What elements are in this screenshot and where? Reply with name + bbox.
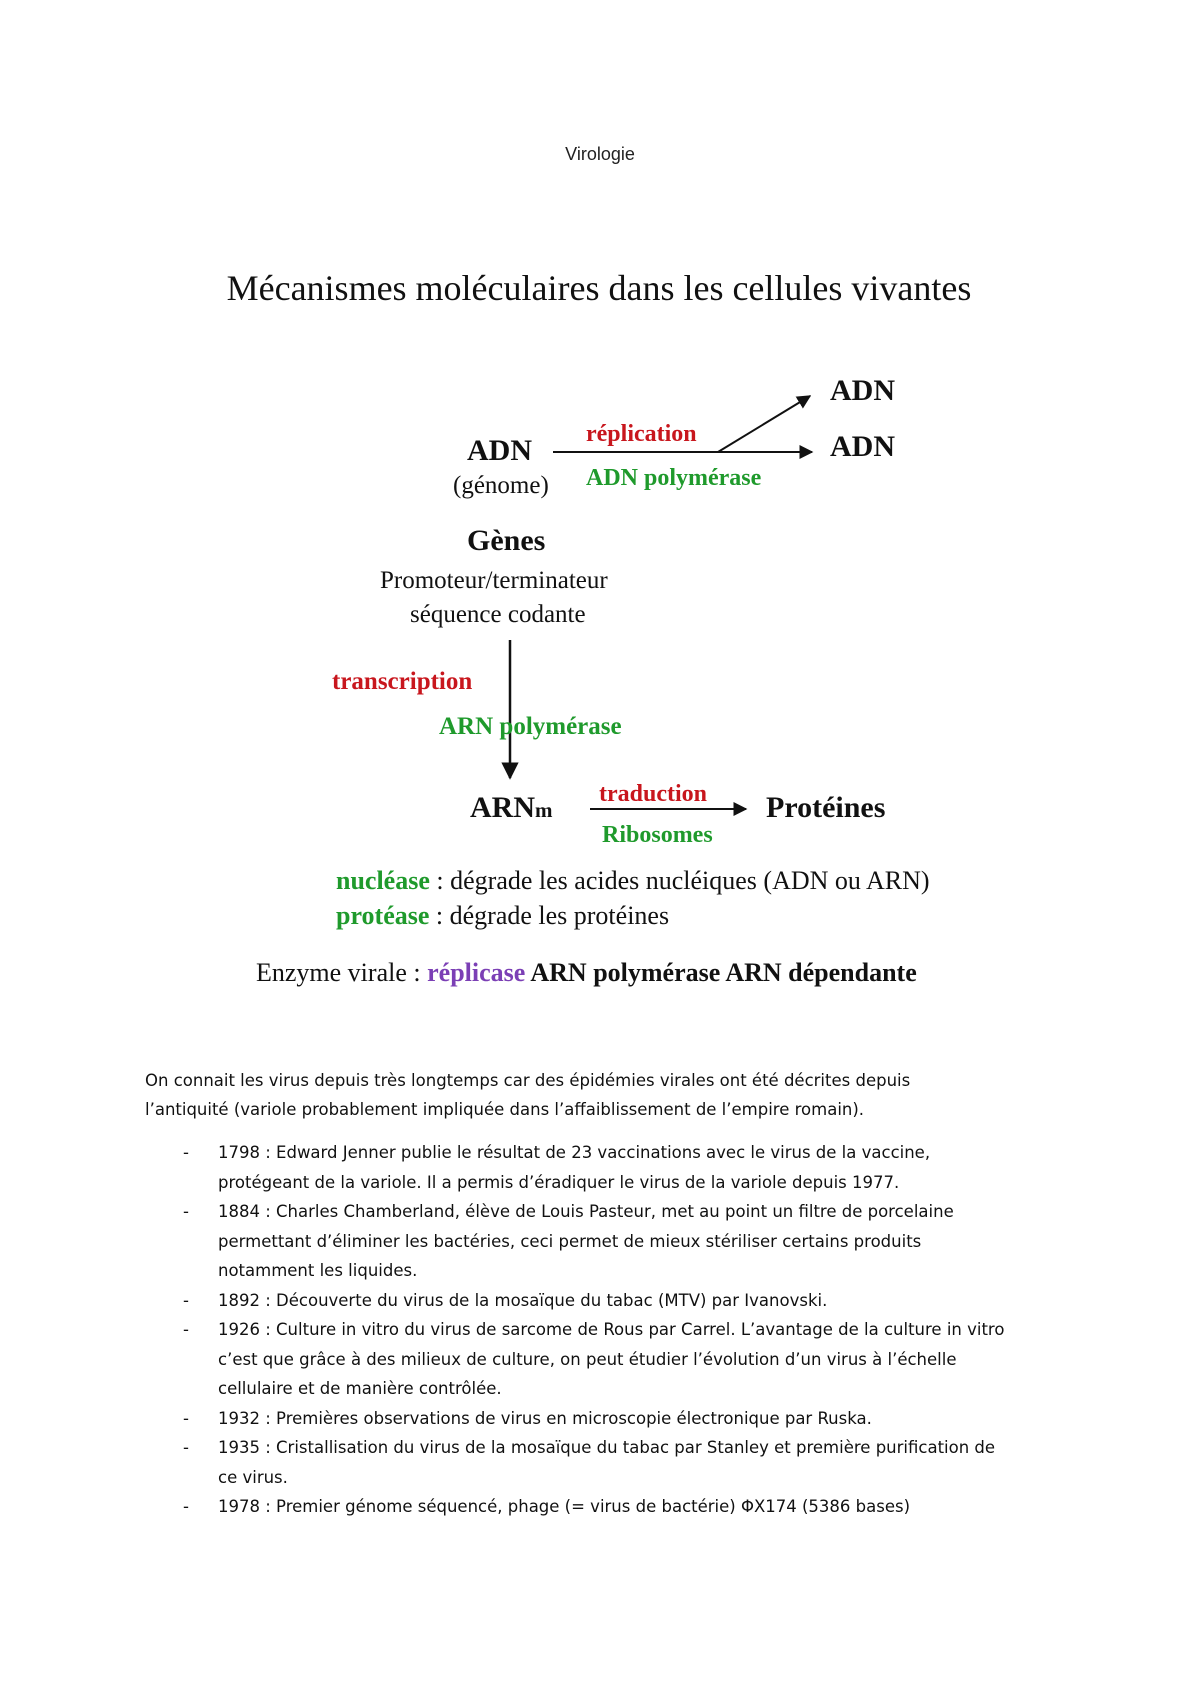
promoteur-label: Promoteur/terminateur	[380, 567, 608, 594]
adn-product-1: ADN	[830, 374, 895, 407]
list-dash: -	[183, 1290, 189, 1310]
timeline-line: c’est que grâce à des milieux de culture, on peut étudier l’évolution d’un virus à l’échelle	[218, 1349, 957, 1369]
arn-label: ARN polymérase	[439, 713, 622, 740]
protease-term: protéase	[336, 901, 430, 930]
protease-definition	[336, 901, 669, 930]
transcription-label: transcription	[332, 668, 473, 695]
nuclease-def: : dégrade les acides nucléiques (ADN ou ARN)	[429, 866, 930, 895]
enzyme-replicase: réplicase	[427, 958, 526, 987]
timeline-line: 1935 : Cristallisation du virus de la mosaïque du tabac par Stanley et première purification de	[218, 1438, 996, 1457]
intro-line: On connait les virus depuis très longtemps car des épidémies virales ont été décrites depuis	[145, 1071, 911, 1090]
timeline-item	[145, 1404, 1075, 1434]
timeline-item	[145, 1315, 1075, 1404]
timeline-item	[145, 1492, 1075, 1522]
arnm-label	[470, 791, 553, 824]
proteines-label: Protéines	[766, 791, 886, 824]
enzyme-rest: ARN polymérase ARN dépendante	[525, 958, 917, 987]
list-dash: -	[183, 1497, 189, 1516]
timeline-line: 1884 : Charles Chamberland, élève de Louis Pasteur, met au point un filtre de porcelaine	[218, 1202, 954, 1221]
list-dash: -	[183, 1408, 189, 1428]
replication-branch-arrow	[718, 396, 810, 452]
list-dash: -	[183, 1143, 189, 1162]
adn-source-label: ADN	[467, 434, 532, 467]
timeline-line: cellulaire et de manière contrôlée.	[218, 1379, 502, 1398]
timeline-line: 1932 : Premières observations de virus en microscopie électronique par Ruska.	[218, 1408, 872, 1428]
timeline-item	[145, 1138, 1075, 1197]
timeline-line: 1892 : Découverte du virus de la mosaïque du tabac (MTV) par Ivanovski.	[218, 1290, 828, 1310]
list-dash: -	[183, 1320, 189, 1339]
timeline-item	[145, 1197, 1075, 1286]
genome-label: (génome)	[453, 472, 549, 499]
sequence-codante-label: séquence codante	[410, 601, 586, 628]
enzyme-prefix: Enzyme virale :	[256, 958, 428, 987]
timeline-item	[145, 1433, 1075, 1492]
timeline-line: protégeant de la variole. Il a permis d’éradiquer le virus de la variole depuis 1977.	[218, 1172, 900, 1192]
arnm-subscript: m	[535, 798, 553, 822]
timeline-line: permettant d’éliminer les bactéries, ceci permet de mieux stériliser certains produits	[218, 1231, 922, 1251]
list-dash: -	[183, 1438, 189, 1457]
replication-label: réplication	[586, 421, 697, 447]
adn-product-2: ADN	[830, 430, 895, 463]
timeline-line: 1978 : Premier génome séquencé, phage (= virus de bactérie) ΦX174 (5386 bases)	[218, 1497, 911, 1516]
genes-label: Gènes	[467, 524, 546, 557]
timeline-item	[145, 1286, 1075, 1316]
adn-polymerase-label: ADN polymérase	[586, 465, 762, 491]
timeline-line: 1798 : Edward Jenner publie le résultat de 23 vaccinations avec le virus de la vaccine,	[218, 1143, 931, 1162]
intro-paragraph	[145, 1066, 1065, 1124]
history-timeline	[145, 1138, 1075, 1522]
ribosomes-label: Ribosomes	[602, 822, 713, 848]
timeline-line: 1926 : Culture in vitro du virus de sarcome de Rous par Carrel. L’avantage de la culture in vitro	[218, 1320, 1005, 1339]
page-header: Virologie	[565, 144, 635, 164]
enzyme-virale-line	[256, 958, 917, 987]
nuclease-definition	[336, 866, 930, 895]
protease-def: : dégrade les protéines	[429, 901, 670, 930]
figure-title: Mécanismes moléculaires dans les cellules vivantes	[226, 268, 972, 308]
list-dash: -	[183, 1202, 189, 1221]
timeline-line: ce virus.	[218, 1467, 288, 1487]
traduction-label: traduction	[599, 781, 707, 807]
nuclease-term: nucléase	[336, 866, 430, 895]
arnm-main: ARN	[470, 791, 535, 824]
intro-line: l’antiquité (variole probablement impliquée dans l’affaiblissement de l’empire romain).	[145, 1100, 865, 1119]
timeline-line: notamment les liquides.	[218, 1261, 418, 1280]
